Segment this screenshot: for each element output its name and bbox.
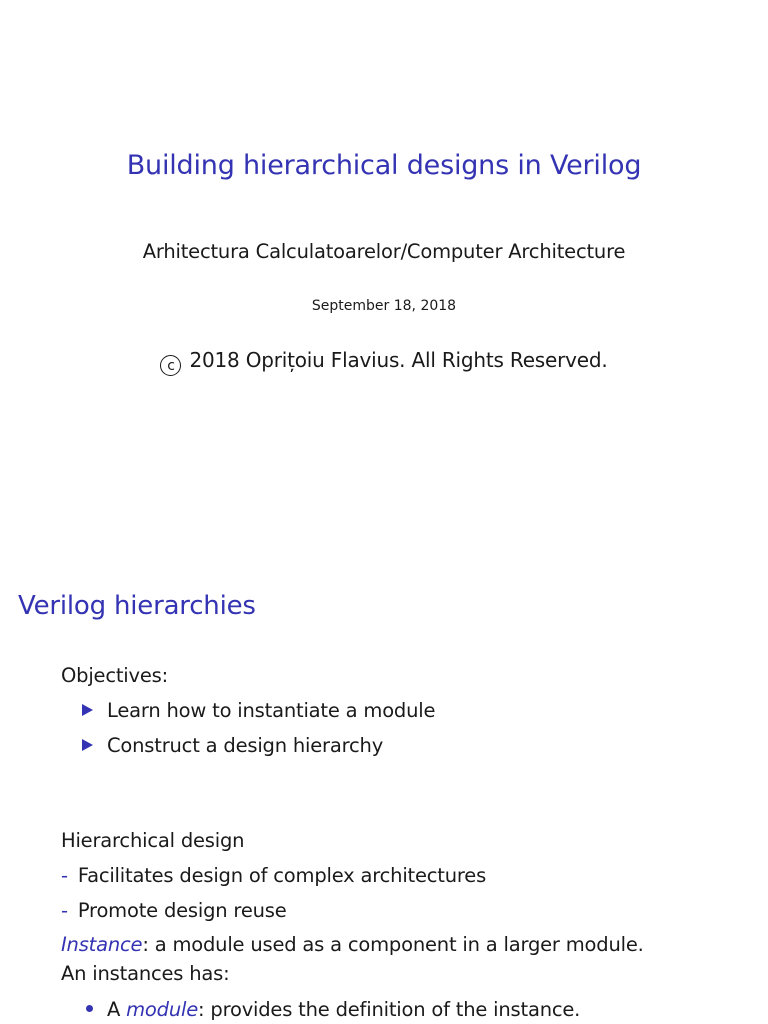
list-item (82, 734, 383, 757)
dash-item-text: Promote design reuse (77, 899, 287, 922)
dash-bullet-icon: - (61, 864, 68, 887)
instance-def-text: : a module used as a component in a larger module. (142, 933, 644, 956)
triangle-bullet-icon (82, 739, 93, 751)
instances-has-text: An instances has: (61, 962, 230, 985)
bullet-rest-text: : provides the definition of the instance. (198, 998, 581, 1021)
hierarchical-label: Hierarchical design (61, 829, 245, 852)
dash-item-text: Facilitates design of complex architectures (77, 864, 487, 887)
copyright-text: 2018 Oprițoiu Flavius. All Rights Reserved. (189, 348, 608, 372)
objectives-label: Objectives: (61, 664, 168, 687)
list-item (61, 864, 486, 887)
frame-title: Verilog hierarchies (18, 591, 256, 621)
dot-bullet-icon (86, 1005, 93, 1012)
presentation-date: September 18, 2018 (311, 298, 457, 314)
instance-definition (61, 933, 644, 956)
list-item (86, 998, 580, 1021)
objective-text: Learn how to instantiate a module (107, 699, 436, 722)
triangle-bullet-icon (82, 704, 93, 716)
presentation-title: Building hierarchical designs in Verilog (126, 150, 642, 181)
dash-bullet-icon: - (61, 899, 68, 922)
instance-term: Instance (61, 933, 143, 956)
list-item (61, 899, 287, 922)
objective-text: Construct a design hierarchy (107, 734, 384, 757)
copyright-icon: c (160, 355, 181, 376)
course-subtitle: Arhitectura Calculatoarelor/Computer Architecture (142, 240, 626, 263)
copyright-notice (0, 348, 768, 376)
module-term: module (126, 998, 199, 1021)
list-item (82, 699, 435, 722)
bullet-prefix: A (107, 998, 127, 1021)
